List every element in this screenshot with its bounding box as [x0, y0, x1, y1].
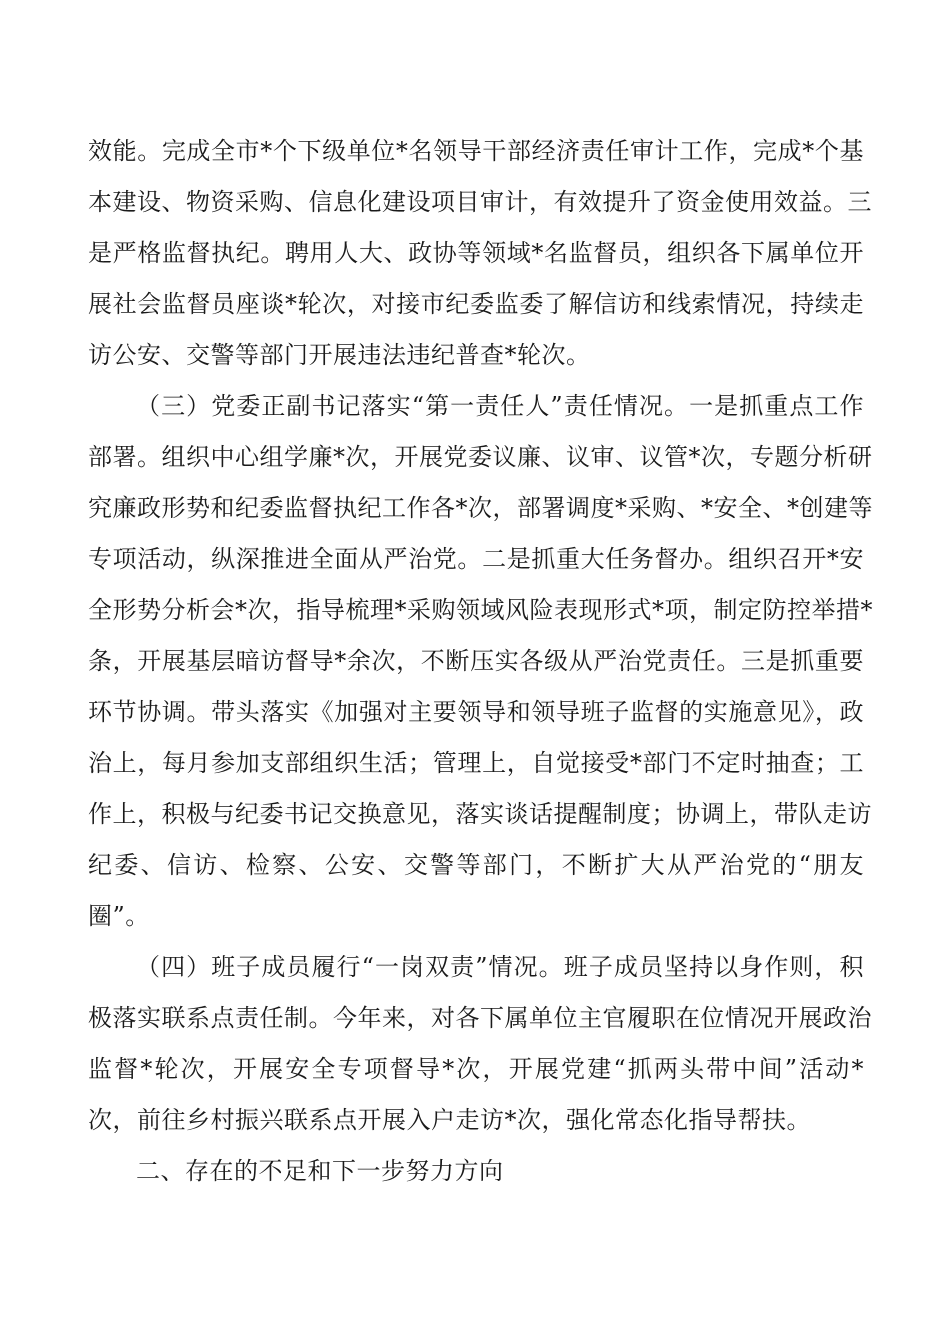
paragraph-line: 条，开展基层暗访督导*余次，不断压实各级从严治党责任。三是抓重要 [88, 647, 864, 675]
section-heading-line: （三）党委正副书记落实“第一责任人”责任情况。一是抓重点工作 [136, 392, 864, 420]
paragraph-line: 圈”。 [88, 902, 150, 930]
paragraph-line: 作上，积极与纪委书记交换意见，落实谈话提醒制度；协调上，带队走访 [88, 800, 872, 828]
paragraph-line: 全形势分析会*次，指导梳理*采购领域风险表现形式*项，制定防控举措* [88, 596, 873, 624]
paragraph-line: 极落实联系点责任制。今年来，对各下属单位主官履职在位情况开展政治 [88, 1004, 872, 1032]
paragraph-line: 监督*轮次，开展安全专项督导*次，开展党建“抓两头带中间”活动* [88, 1055, 864, 1083]
section-heading-line: （四）班子成员履行“一岗双责”情况。班子成员坚持以身作则，积 [136, 953, 864, 981]
paragraph-line: 本建设、物资采购、信息化建设项目审计，有效提升了资金使用效益。三 [88, 188, 872, 216]
paragraph-line: 环节协调。带头落实《加强对主要领导和领导班子监督的实施意见》，政 [88, 698, 864, 726]
paragraph-line: 次，前往乡村振兴联系点开展入户走访*次，强化常态化指导帮扶。 [88, 1106, 811, 1134]
paragraph-line: 治上，每月参加支部组织生活；管理上，自觉接受*部门不定时抽查；工 [88, 749, 864, 777]
paragraph-line: 部署。组织中心组学廉*次，开展党委议廉、议审、议管*次，专题分析研 [88, 443, 873, 471]
paragraph-line: 纪委、信访、检察、公安、交警等部门，不断扩大从严治党的“朋友 [88, 851, 864, 879]
paragraph-line: 访公安、交警等部门开展违法违纪普查*轮次。 [88, 341, 591, 369]
chapter-heading: 二、存在的不足和下一步努力方向 [136, 1157, 504, 1185]
paragraph-line: 专项活动，纵深推进全面从严治党。二是抓重大任务督办。组织召开*安 [88, 545, 864, 573]
paragraph-line: 效能。完成全市*个下级单位*名领导干部经济责任审计工作，完成*个基 [88, 137, 864, 165]
paragraph-line: 究廉政形势和纪委监督执纪工作各*次，部署调度*采购、*安全、*创建等 [88, 494, 873, 522]
paragraph-line: 是严格监督执纪。聘用人大、政协等领域*名监督员，组织各下属单位开 [88, 239, 864, 267]
paragraph-line: 展社会监督员座谈*轮次，对接市纪委监委了解信访和线索情况，持续走 [88, 290, 864, 318]
